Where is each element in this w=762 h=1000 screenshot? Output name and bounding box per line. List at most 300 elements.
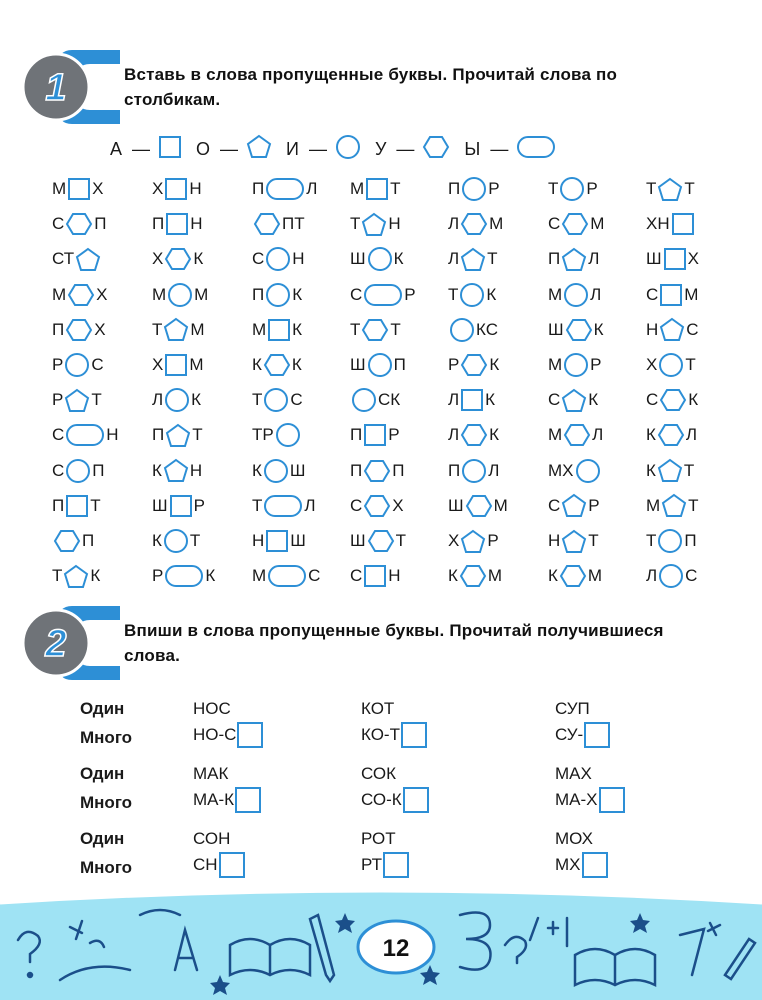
missing-letter-shape[interactable]	[464, 494, 494, 518]
word-suffix: К	[489, 425, 500, 445]
word-suffix: Р	[590, 355, 602, 374]
missing-letter-shape[interactable]	[164, 212, 190, 236]
missing-letter-shape[interactable]	[163, 247, 193, 271]
circle-shape	[563, 352, 589, 378]
word-cell	[448, 526, 499, 556]
missing-letter-shape[interactable]	[662, 247, 688, 271]
rounded-rect-shape	[267, 564, 307, 588]
word-suffix: Р	[404, 284, 416, 304]
word-prefix: Ш	[448, 495, 464, 515]
word-suffix: М	[194, 284, 209, 304]
pentagon-shape	[561, 247, 587, 272]
word-cell	[646, 244, 699, 274]
square-shape	[164, 177, 188, 201]
word-suffix: К	[191, 390, 202, 410]
word-prefix: П	[152, 425, 165, 445]
square-shape	[65, 494, 89, 518]
pentagon-shape	[163, 317, 189, 342]
missing-letter-shape[interactable]	[459, 353, 489, 377]
label-many: Много	[80, 793, 133, 812]
missing-letter-shape[interactable]	[350, 387, 378, 413]
missing-letter-shape[interactable]	[74, 247, 102, 272]
missing-letter-shape[interactable]	[558, 564, 588, 588]
word-cell	[152, 209, 203, 239]
missing-letter-shape[interactable]	[252, 212, 282, 236]
word-cell	[252, 385, 303, 415]
word-cell	[646, 209, 696, 239]
missing-letter-shape[interactable]	[162, 528, 190, 554]
word-suffix: М	[493, 495, 508, 515]
task1-number: 1	[45, 67, 67, 109]
word-suffix: Х	[94, 319, 106, 339]
word-cell	[52, 209, 107, 239]
page-number: 12	[382, 935, 410, 962]
missing-letter-shape[interactable]	[658, 283, 684, 307]
word-prefix: С	[646, 390, 659, 410]
missing-letter-shape[interactable]	[262, 494, 304, 518]
missing-letter-shape[interactable]	[52, 529, 82, 553]
circle-shape	[265, 246, 291, 272]
word-prefix: М	[52, 284, 67, 304]
letter-shape-legend	[110, 134, 570, 164]
word-suffix: Т	[688, 495, 699, 515]
footer-decoration	[0, 885, 762, 1000]
word-suffix: Л	[590, 284, 602, 304]
plural-word-text: РТ	[361, 855, 382, 874]
missing-letter-shape[interactable]	[366, 529, 396, 553]
word-prefix: Т	[52, 566, 63, 586]
word-cell	[152, 280, 208, 310]
word-suffix: М	[590, 214, 605, 234]
missing-letter-shape[interactable]	[266, 564, 308, 588]
word-cell	[646, 315, 699, 345]
legend-dash: —	[308, 138, 327, 159]
pentagon-shape	[661, 493, 687, 518]
legend-shape	[335, 134, 361, 165]
rounded-rect-shape	[164, 564, 204, 588]
word-cell	[252, 174, 317, 204]
missing-letter-shape[interactable]	[64, 423, 106, 447]
word-suffix: Х	[92, 179, 104, 198]
word-prefix: М	[646, 495, 661, 515]
word-suffix: П	[82, 531, 95, 550]
word-cell	[152, 526, 200, 556]
answer-box[interactable]	[582, 852, 608, 878]
word-cell	[252, 209, 305, 239]
word-cell	[52, 385, 102, 415]
square-shape	[169, 494, 193, 518]
missing-letter-shape[interactable]	[560, 529, 588, 554]
word-suffix: Л	[488, 460, 500, 480]
hexagon-shape	[263, 353, 291, 377]
circle-shape	[459, 282, 485, 308]
missing-letter-shape[interactable]	[560, 212, 590, 236]
missing-letter-shape[interactable]	[558, 176, 586, 202]
circle-shape	[265, 282, 291, 308]
missing-letter-shape[interactable]	[560, 247, 588, 272]
word-suffix: Т	[390, 179, 401, 198]
word-prefix: Л	[448, 425, 460, 445]
square-shape	[460, 388, 484, 412]
word-cell	[548, 420, 603, 450]
missing-letter-shape[interactable]	[562, 352, 590, 378]
word-suffix: Н	[388, 566, 401, 586]
missing-letter-shape[interactable]	[459, 212, 489, 236]
word-suffix: Л	[588, 249, 600, 269]
missing-letter-shape[interactable]	[64, 318, 94, 342]
word-prefix: Т	[252, 495, 263, 515]
missing-letter-shape[interactable]	[459, 247, 487, 272]
word-suffix: П	[392, 460, 405, 480]
word-prefix: С	[548, 214, 561, 234]
plural-word-text: МА-К	[193, 790, 235, 809]
missing-letter-shape[interactable]	[264, 246, 292, 272]
word-prefix: М	[548, 355, 563, 374]
word-prefix: С	[52, 214, 65, 234]
hexagon-shape	[460, 423, 488, 447]
missing-letter-shape[interactable]	[460, 176, 488, 202]
missing-letter-shape[interactable]	[266, 318, 292, 342]
hexagon-shape	[460, 353, 488, 377]
word-cell	[646, 526, 697, 556]
circle-shape	[559, 176, 585, 202]
missing-letter-shape[interactable]	[63, 388, 91, 413]
missing-letter-shape[interactable]	[460, 458, 488, 484]
word-suffix: М	[190, 319, 205, 339]
word-cell	[548, 456, 602, 486]
word-cell	[548, 209, 604, 239]
missing-letter-shape[interactable]	[166, 282, 194, 308]
word-suffix: Н	[190, 214, 203, 234]
pentagon-shape	[165, 423, 191, 448]
plural-word	[361, 722, 427, 748]
word-prefix: М	[548, 284, 563, 304]
hexagon-shape	[460, 212, 488, 236]
missing-letter-shape[interactable]	[459, 529, 487, 554]
word-cell	[448, 244, 498, 274]
word-suffix: К	[489, 355, 500, 374]
word-prefix: К	[152, 460, 162, 480]
word-cell	[646, 280, 698, 310]
word-prefix: К	[646, 460, 656, 480]
missing-letter-shape[interactable]	[560, 493, 588, 518]
word-cell	[548, 280, 601, 310]
pentagon-shape	[63, 564, 89, 589]
pentagon-shape	[246, 134, 272, 159]
hexagon-shape	[565, 318, 593, 342]
word-suffix: К	[292, 319, 303, 339]
plural-word-text: МХ	[555, 855, 581, 874]
hexagon-shape	[367, 529, 395, 553]
word-cell	[52, 420, 119, 450]
circle-shape	[263, 458, 289, 484]
word-cell	[350, 244, 404, 274]
word-cell	[152, 456, 202, 486]
legend-shape	[516, 135, 556, 164]
word-prefix: Т	[646, 179, 657, 198]
word-prefix: Т	[548, 179, 559, 198]
missing-letter-shape[interactable]	[62, 564, 90, 589]
missing-letter-shape[interactable]	[162, 317, 190, 342]
missing-letter-shape[interactable]	[163, 353, 189, 377]
plural-word	[361, 787, 429, 813]
missing-letter-shape[interactable]	[458, 282, 486, 308]
answer-box[interactable]	[599, 787, 625, 813]
answer-box[interactable]	[235, 787, 261, 813]
word-cell	[548, 561, 602, 591]
pentagon-shape	[460, 247, 486, 272]
word-suffix: С	[686, 319, 699, 339]
word-prefix: М	[52, 179, 67, 198]
missing-letter-shape[interactable]	[560, 388, 588, 413]
missing-letter-shape[interactable]	[362, 423, 388, 447]
missing-letter-shape[interactable]	[63, 352, 91, 378]
missing-letter-shape[interactable]	[163, 564, 205, 588]
answer-box[interactable]	[403, 787, 429, 813]
legend-dash: —	[396, 138, 415, 159]
word-cell	[152, 491, 205, 521]
missing-letter-shape[interactable]	[264, 282, 292, 308]
word-suffix: Н	[388, 214, 401, 234]
hexagon-shape	[561, 212, 589, 236]
word-suffix: П	[92, 460, 105, 480]
square-shape	[659, 283, 683, 307]
missing-letter-shape[interactable]	[366, 352, 394, 378]
circle-shape	[657, 528, 683, 554]
word-suffix: П	[684, 531, 697, 550]
missing-letter-shape[interactable]	[562, 423, 592, 447]
word-prefix: Р	[52, 355, 64, 374]
missing-letter-shape[interactable]	[656, 458, 684, 483]
square-shape	[663, 247, 687, 271]
word-cell	[350, 209, 401, 239]
square-shape	[267, 318, 291, 342]
missing-letter-shape[interactable]	[262, 387, 290, 413]
word-prefix: П	[448, 460, 461, 480]
word-cell	[350, 350, 406, 380]
word-cell	[548, 526, 599, 556]
word-suffix: Н	[189, 179, 202, 198]
word-prefix: П	[350, 460, 363, 480]
singular-word: СОК	[361, 764, 397, 783]
hexagon-shape	[65, 318, 93, 342]
plural-word-text: СН	[193, 855, 218, 874]
word-suffix: Р	[193, 495, 205, 515]
circle-shape	[449, 317, 475, 343]
word-suffix: К	[393, 249, 404, 269]
word-cell	[448, 420, 499, 450]
word-suffix: Т	[683, 460, 695, 480]
rounded-rect-shape	[65, 423, 105, 447]
legend-item	[464, 135, 556, 164]
square-shape	[363, 423, 387, 447]
circle-shape	[461, 458, 487, 484]
word-prefix: Х	[448, 531, 460, 550]
missing-letter-shape[interactable]	[574, 458, 602, 484]
word-cell	[548, 174, 598, 204]
missing-letter-shape[interactable]	[360, 212, 388, 237]
word-cell	[646, 491, 699, 521]
hexagon-shape	[164, 247, 192, 271]
word-cell	[646, 350, 696, 380]
missing-letter-shape[interactable]	[459, 388, 485, 412]
word-prefix: Р	[448, 355, 460, 374]
missing-letter-shape[interactable]	[657, 563, 685, 589]
word-prefix: Ш	[646, 249, 662, 269]
word-suffix: Т	[192, 425, 203, 445]
word-cell	[448, 491, 508, 521]
missing-letter-shape[interactable]	[658, 317, 686, 342]
missing-letter-shape[interactable]	[64, 494, 90, 518]
hexagon-shape	[363, 459, 391, 483]
word-prefix: Х	[152, 179, 164, 198]
missing-letter-shape[interactable]	[64, 458, 92, 484]
circle-shape	[275, 422, 301, 448]
missing-letter-shape[interactable]	[364, 177, 390, 201]
missing-letter-shape[interactable]	[657, 352, 685, 378]
square-shape	[165, 212, 189, 236]
missing-letter-shape[interactable]	[262, 458, 290, 484]
word-suffix: Н	[189, 460, 203, 480]
word-prefix: П	[52, 495, 65, 515]
missing-letter-shape[interactable]	[64, 212, 94, 236]
word-prefix: М	[252, 566, 267, 586]
word-prefix: С	[548, 390, 561, 410]
missing-letter-shape[interactable]	[362, 283, 404, 307]
word-suffix: К	[90, 566, 101, 586]
pentagon-shape	[657, 177, 683, 202]
circle-shape	[163, 528, 189, 554]
word-suffix: С	[685, 566, 698, 586]
missing-letter-shape[interactable]	[66, 283, 96, 307]
task2-badge	[12, 598, 124, 688]
word-suffix: К	[593, 319, 604, 339]
word-cell	[646, 420, 697, 450]
answer-box[interactable]	[401, 722, 427, 748]
word-cell	[448, 209, 503, 239]
word-suffix: Т	[189, 531, 201, 550]
circle-shape	[263, 387, 289, 413]
missing-letter-shape[interactable]	[362, 459, 392, 483]
missing-letter-shape[interactable]	[458, 564, 488, 588]
missing-letter-shape[interactable]	[168, 494, 194, 518]
circle-shape	[167, 282, 193, 308]
word-cell	[52, 350, 104, 380]
word-prefix: Ш	[350, 249, 366, 269]
square-shape	[363, 564, 387, 588]
missing-letter-shape[interactable]	[366, 246, 394, 272]
missing-letter-shape[interactable]	[448, 317, 476, 343]
word-cell	[52, 491, 101, 521]
plural-word-text: СУ-	[555, 725, 584, 744]
missing-letter-shape[interactable]	[66, 177, 92, 201]
word-cell	[350, 174, 401, 204]
answer-box[interactable]	[584, 722, 610, 748]
missing-letter-shape[interactable]	[656, 177, 684, 202]
legend-item	[196, 134, 272, 164]
missing-letter-shape[interactable]	[670, 212, 696, 236]
word-suffix: К	[485, 390, 496, 410]
word-cell	[152, 420, 203, 450]
circle-shape	[65, 458, 91, 484]
missing-letter-shape[interactable]	[660, 493, 688, 518]
missing-letter-shape[interactable]	[262, 353, 292, 377]
missing-letter-shape[interactable]	[658, 388, 688, 412]
square-shape	[365, 177, 389, 201]
word-cell	[548, 491, 600, 521]
answer-box[interactable]	[219, 852, 245, 878]
singular-word: СОН	[193, 829, 231, 848]
missing-letter-shape[interactable]	[264, 529, 290, 553]
word-suffix: Т	[487, 249, 498, 269]
word-cell	[52, 280, 108, 310]
word-suffix: М	[489, 214, 504, 234]
missing-letter-shape[interactable]	[264, 177, 306, 201]
word-cell	[152, 244, 203, 274]
missing-letter-shape[interactable]	[274, 422, 302, 448]
word-prefix: К	[448, 566, 458, 586]
word-cell	[152, 350, 204, 380]
answer-box[interactable]	[237, 722, 263, 748]
word-suffix: Т	[685, 355, 696, 374]
missing-letter-shape[interactable]	[164, 423, 192, 448]
word-cell	[252, 280, 302, 310]
word-suffix: Х	[96, 284, 108, 304]
word-cell	[52, 174, 104, 204]
hexagon-shape	[53, 529, 81, 553]
word-suffix: КС	[476, 319, 498, 339]
missing-letter-shape[interactable]	[362, 564, 388, 588]
word-suffix: С	[91, 355, 104, 374]
word-suffix: М	[684, 284, 699, 304]
word-suffix: Ш	[290, 531, 306, 550]
missing-letter-shape[interactable]	[362, 494, 392, 518]
hexagon-shape	[559, 564, 587, 588]
word-prefix: Х	[646, 355, 658, 374]
missing-letter-shape[interactable]	[564, 318, 594, 342]
missing-letter-shape[interactable]	[656, 423, 686, 447]
word-suffix: С	[308, 566, 321, 586]
hexagon-shape	[659, 388, 687, 412]
label-one: Один	[80, 829, 125, 848]
missing-letter-shape[interactable]	[459, 423, 489, 447]
missing-letter-shape[interactable]	[562, 282, 590, 308]
missing-letter-shape[interactable]	[163, 177, 189, 201]
missing-letter-shape[interactable]	[162, 458, 190, 483]
hexagon-shape	[67, 283, 95, 307]
word-prefix: К	[152, 531, 162, 550]
word-cell	[252, 561, 320, 591]
pentagon-shape	[561, 388, 587, 413]
word-prefix: С	[52, 460, 65, 480]
word-prefix: С	[350, 495, 363, 515]
word-cell	[350, 491, 404, 521]
singular-word: КОТ	[361, 699, 395, 718]
plural-word	[193, 852, 245, 878]
circle-shape	[367, 246, 393, 272]
missing-letter-shape[interactable]	[656, 528, 684, 554]
missing-letter-shape[interactable]	[163, 387, 191, 413]
word-cell	[646, 174, 695, 204]
word-prefix: С	[52, 425, 65, 445]
word-cell	[350, 420, 400, 450]
hexagon-shape	[253, 212, 281, 236]
missing-letter-shape[interactable]	[360, 318, 390, 342]
square-shape	[158, 135, 182, 159]
square-shape	[67, 177, 91, 201]
square-shape	[265, 529, 289, 553]
answer-box[interactable]	[383, 852, 409, 878]
